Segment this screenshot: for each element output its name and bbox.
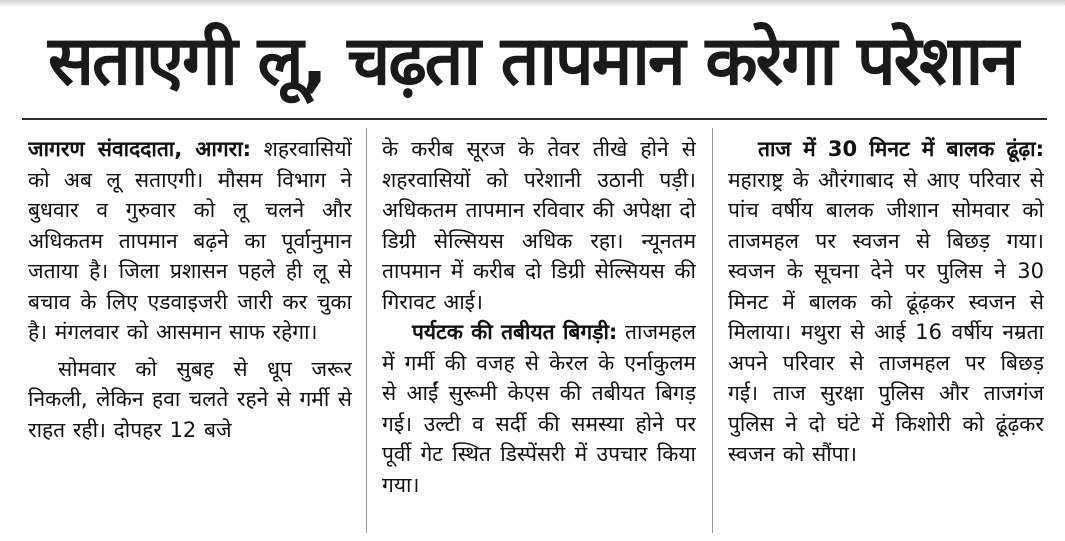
- column-1-text-1: शहरवासियों को अब लू सताएगी। मौसम विभाग ने बुधवार व गुरुवार को लू चलने और अधिकतम तापमान बढ़ने का पूर्वानुमान जताया है। जिला प्रशासन पहले ही लू से बचाव के लिए एडवाइजरी जारी कर चुका है। मंगलवार को आसमान साफ रहेगा।: [28, 137, 352, 344]
- article-column-1: [28, 134, 352, 534]
- column-2-text-2: ताजमहल में गर्मी की वजह से केरल के एर्नाकुलम से आईं सुरूमी केएस की तबीयत बिगड़ गई। उल्टी व सर्दी की समस्या होने पर पूर्वी गेट स्थित डिस्पेंसरी में उपचार किया गया।: [382, 320, 696, 497]
- column-3-paragraph-1: [728, 134, 1044, 470]
- headline: सताएगी लू, चढ़ता तापमान करेगा परेशान: [48, 22, 1017, 101]
- column-1-paragraph-1: [28, 134, 352, 348]
- tourist-subhead: पर्यटक की तबीयत बिगड़ी:: [412, 320, 618, 344]
- column-1-paragraph-2: सोमवार को सुबह से धूप जरूर निकली, लेकिन हवा चलते रहने से गर्मी से राहत रही। दोपहर 12 बजे: [28, 356, 352, 442]
- article-column-2: [382, 134, 696, 534]
- headline-rule: [22, 118, 1047, 120]
- taj-subhead: ताज में 30 मिनट में बालक ढूंढ़ा:: [758, 137, 1044, 161]
- column-2-paragraph-2: [382, 317, 696, 500]
- dateline-kicker: जागरण संवाददाता, आगरा:: [28, 137, 252, 161]
- top-border: [0, 0, 1065, 6]
- column-divider-2: [712, 128, 713, 533]
- column-3-text-1: महाराष्ट्र के औरंगाबाद से आए परिवार से पांच वर्षीय बालक जीशान सोमवार को ताजमहल पर स्वजन से बिछड़ गया। स्वजन के सूचना देने पर पुलिस ने 30 मिनट में बालक को ढूंढ़कर स्वजन से मिलाया। मथुरा से आई 16 वर्षीय नम्रता अपने परिवार से ताजमहल पर बिछड़ गई। ताज सुरक्षा पुलिस और ताजगंज पुलिस ने दो घंटे में किशोरी को ढूंढ़कर स्वजन को सौंपा।: [728, 167, 1044, 466]
- column-divider-1: [366, 128, 367, 533]
- article-column-3: [728, 134, 1044, 534]
- column-2-paragraph-1: के करीब सूरज के तेवर तीखे होने से शहरवासियों को परेशानी उठानी पड़ी। अधिकतम तापमान रविवार की अपेक्षा दो डिग्री सेल्सियस अधिक रहा। न्यूनतम तापमान में करीब दो डिग्री सेल्सियस की गिरावट आई।: [382, 137, 696, 314]
